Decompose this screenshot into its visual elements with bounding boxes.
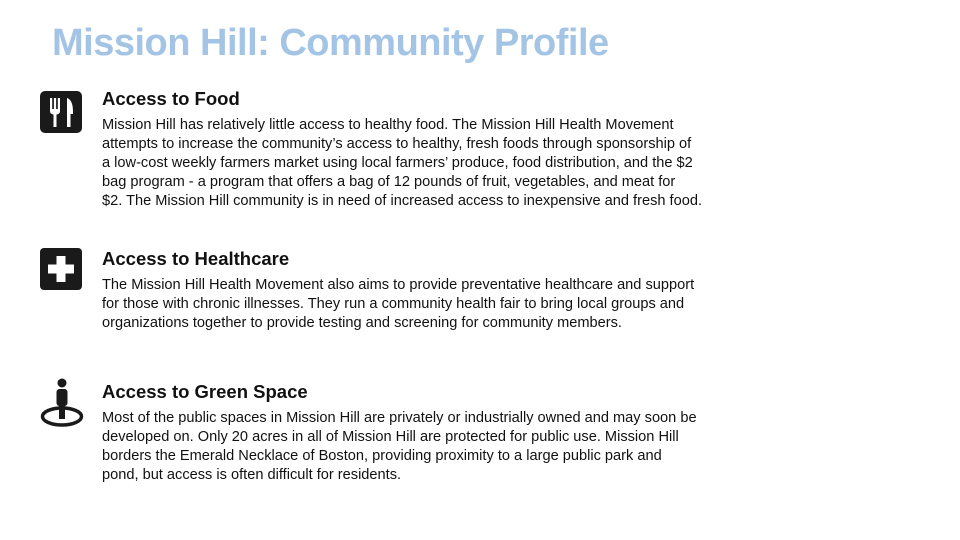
- body-line: attempts to increase the community’s access to healthy, fresh foods through sponsorship of: [102, 136, 692, 152]
- page-title: Mission Hill: Community Profile: [52, 22, 609, 64]
- body-line: Most of the public spaces in Mission Hill are privately or industrially owned and may soon be: [102, 410, 697, 426]
- body-line: a low-cost weekly farmers market using local farmers’ produce, food distribution, and the $2: [102, 155, 693, 171]
- section-body: [102, 409, 782, 485]
- body-line: The Mission Hill Health Movement also aims to provide preventative healthcare and support: [102, 277, 695, 293]
- body-line: Mission Hill has relatively little access to healthy food. The Mission Hill Health Movement: [102, 117, 674, 133]
- body-line: organizations together to provide testing and screening for community members.: [102, 315, 622, 331]
- section-body: [102, 276, 782, 333]
- body-line: borders the Emerald Necklace of Boston, providing proximity to a large public park and: [102, 448, 662, 464]
- body-line: bag program - a program that offers a bag of 12 pounds of fruit, vegetables, and meat for: [102, 174, 676, 190]
- body-line: for those with chronic illnesses. They run a community health fair to bring local groups and: [102, 296, 685, 312]
- section-heading: Access to Healthcare: [102, 248, 290, 269]
- person-location-icon: [40, 378, 86, 430]
- body-line: pond, but access is often difficult for residents.: [102, 467, 402, 483]
- section-heading: Access to Food: [102, 88, 240, 109]
- body-line: $2. The Mission Hill community is in need of increased access to inexpensive and fresh food.: [102, 193, 703, 209]
- section-heading: Access to Green Space: [102, 381, 308, 402]
- medical-cross-icon: [40, 248, 84, 292]
- fork-knife-icon: [40, 91, 84, 135]
- body-line: developed on. Only 20 acres in all of Mission Hill are protected for public use. Mission Hill: [102, 429, 679, 445]
- section-body: [102, 116, 782, 211]
